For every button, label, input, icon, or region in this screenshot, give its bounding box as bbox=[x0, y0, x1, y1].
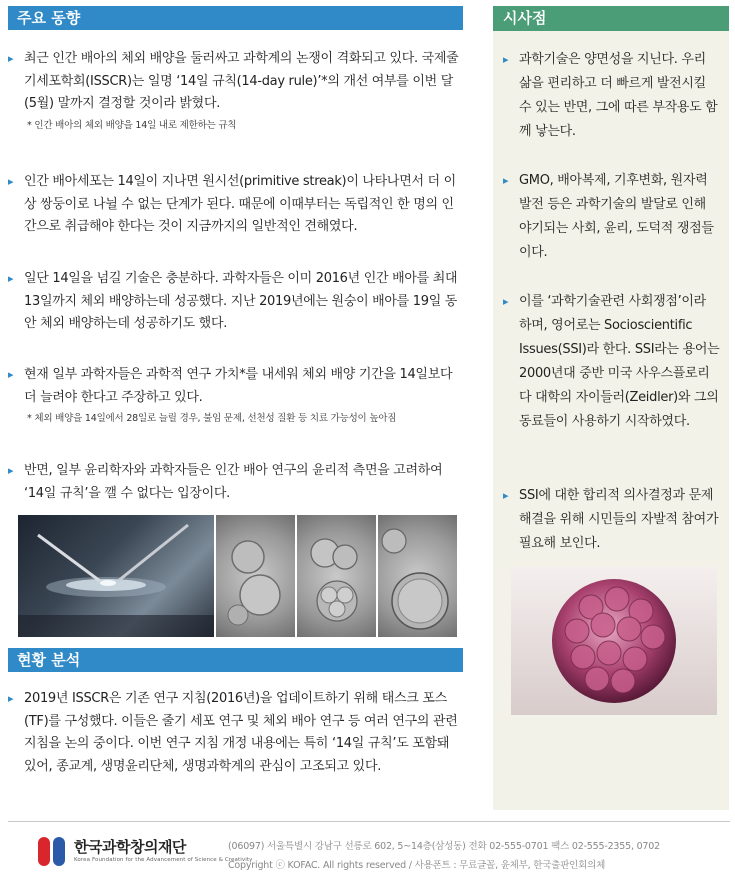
footer-divider bbox=[8, 821, 730, 822]
left-column bbox=[8, 6, 463, 774]
embryo-photo-strip bbox=[18, 515, 460, 637]
bullet-arrow-icon: ▸ bbox=[8, 464, 14, 477]
implication-text: 이를 ‘과학기술관련 사회쟁점’이라 하며, 영어로는 Socioscientific Issues(SSI)라 한다. SSI라는 용어는 2000년대 중반 미국 사우스플로리다 대학의 자이들러(Zeidler)와 그의 동료들이 사용하기 시작하였다. bbox=[519, 294, 720, 429]
implications-panel bbox=[493, 6, 729, 810]
embryo-8cell-photo bbox=[297, 515, 376, 637]
implication-text: SSI에 대한 합리적 의사결정과 문제해결을 위해 시민들의 자발적 참여가 필요해 보인다. bbox=[519, 488, 719, 551]
footer-copyright: Copyright ⓒ KOFAC. All rights reserved / 사용폰트 : 무료글꼴, 윤체부, 한국출판인회의체 bbox=[228, 860, 606, 871]
status-analysis-section bbox=[8, 648, 463, 672]
embryo-illustration bbox=[511, 567, 717, 715]
bullet-arrow-icon: ▸ bbox=[8, 272, 14, 285]
trend-text: 인간 배아세포는 14일이 지나면 원시선(primitive streak)이 나타나면서 더 이상 쌍둥이로 나뉠 수 없는 단계가 된다. 때문에 이때부터는 독립적인 한 명의 인간으로 취급해야 한다는 것이 지금까지의 일반적인 견해였다. bbox=[24, 174, 456, 234]
status-text: 2019년 ISSCR은 기존 연구 지침(2016년)을 업데이트하기 위해 태스크 포스(TF)를 구성했다. 이들은 줄기 세포 연구 및 체외 배아 연구 등 여러 연구의 관련 지침을 논의 중이다. 이번 연구 지침 개정 내용에는 특히 ‘14일 규칙’도 포함돼 있어, 종교계, 생명윤리단체, 생명과학계의 관심이 고조되고 있다. bbox=[24, 691, 458, 774]
bullet-arrow-icon: ▸ bbox=[503, 53, 509, 66]
status-item-1 bbox=[8, 688, 463, 778]
bullet-arrow-icon: ▸ bbox=[8, 52, 14, 65]
implication-item-3 bbox=[503, 290, 721, 434]
implication-item-2 bbox=[503, 169, 721, 265]
trend-item-1 bbox=[8, 48, 463, 133]
org-name: 한국과학창의재단 bbox=[74, 838, 186, 856]
main-trends-header: 주요 동향 bbox=[8, 6, 463, 30]
implications-header: 시사점 bbox=[493, 6, 729, 31]
implication-item-1 bbox=[503, 48, 721, 144]
implication-item-4 bbox=[503, 484, 721, 556]
trend-item-2 bbox=[8, 171, 463, 239]
org-subtitle: Korea Foundation for the Advancement of Science & Creativity bbox=[74, 857, 253, 863]
implication-text: GMO, 배아복제, 기후변화, 원자력 발전 등은 과학기술의 발달로 인해 야기되는 사회, 윤리, 도덕적 쟁점들이다. bbox=[519, 173, 714, 260]
kofac-logo-icon bbox=[36, 835, 68, 868]
bullet-arrow-icon: ▸ bbox=[8, 368, 14, 381]
bullet-arrow-icon: ▸ bbox=[8, 692, 14, 705]
embryo-2cell-photo bbox=[216, 515, 295, 637]
bullet-arrow-icon: ▸ bbox=[503, 174, 509, 187]
trend-text: 일단 14일을 넘길 기술은 충분하다. 과학자들은 이미 2016년 인간 배아를 최대 13일까지 체외 배양하는데 성공했다. 지난 2019년에는 원숭이 배아를 19일 동안 체외 배양하는데 성공하기도 했다. bbox=[24, 271, 458, 331]
trend-text: 현재 일부 과학자들은 과학적 연구 가치*를 내세워 체외 배양 기간을 14일보다 더 늘려야 한다고 주장하고 있다. bbox=[24, 367, 453, 405]
footer-address: (06097) 서울특별시 강남구 선릉로 602, 5~14층(삼성동) 전화 02-555-0701 팩스 02-555-2355, 0702 bbox=[228, 841, 660, 852]
trend-footnote: * 체외 배양을 14일에서 28일로 늘릴 경우, 불임 문제, 선천성 질환 등 치료 가능성이 높아짐 bbox=[27, 413, 397, 424]
bullet-arrow-icon: ▸ bbox=[503, 295, 509, 308]
implication-text: 과학기술은 양면성을 지닌다. 우리 삶을 편리하고 더 빠르게 발전시킬 수 있는 반면, 그에 따른 부작용도 함께 낳는다. bbox=[519, 52, 718, 139]
trend-item-4 bbox=[8, 364, 463, 426]
trend-text: 반면, 일부 윤리학자와 과학자들은 인간 배아 연구의 윤리적 측면을 고려하여 ‘14일 규칙’을 깰 수 없다는 입장이다. bbox=[24, 463, 443, 501]
trend-footnote: * 인간 배아의 체외 배양을 14일 내로 제한하는 규칙 bbox=[27, 119, 237, 131]
bullet-arrow-icon: ▸ bbox=[503, 489, 509, 502]
trend-item-3 bbox=[8, 268, 463, 336]
status-analysis-header: 현황 분석 bbox=[8, 648, 463, 672]
trend-text: 최근 인간 배아의 체외 배양을 둘러싸고 과학계의 논쟁이 격화되고 있다. 국제줄기세포학회(ISSCR)는 일명 ‘14일 규칙(14-day rule)’*의 개선 여부를 이번 달(5월) 말까지 결정할 것이라 밝혔다. bbox=[24, 51, 459, 111]
lab-microscope-photo bbox=[18, 515, 214, 637]
bullet-arrow-icon: ▸ bbox=[8, 175, 14, 188]
trend-item-5 bbox=[8, 460, 463, 505]
blastocyst-photo bbox=[378, 515, 457, 637]
